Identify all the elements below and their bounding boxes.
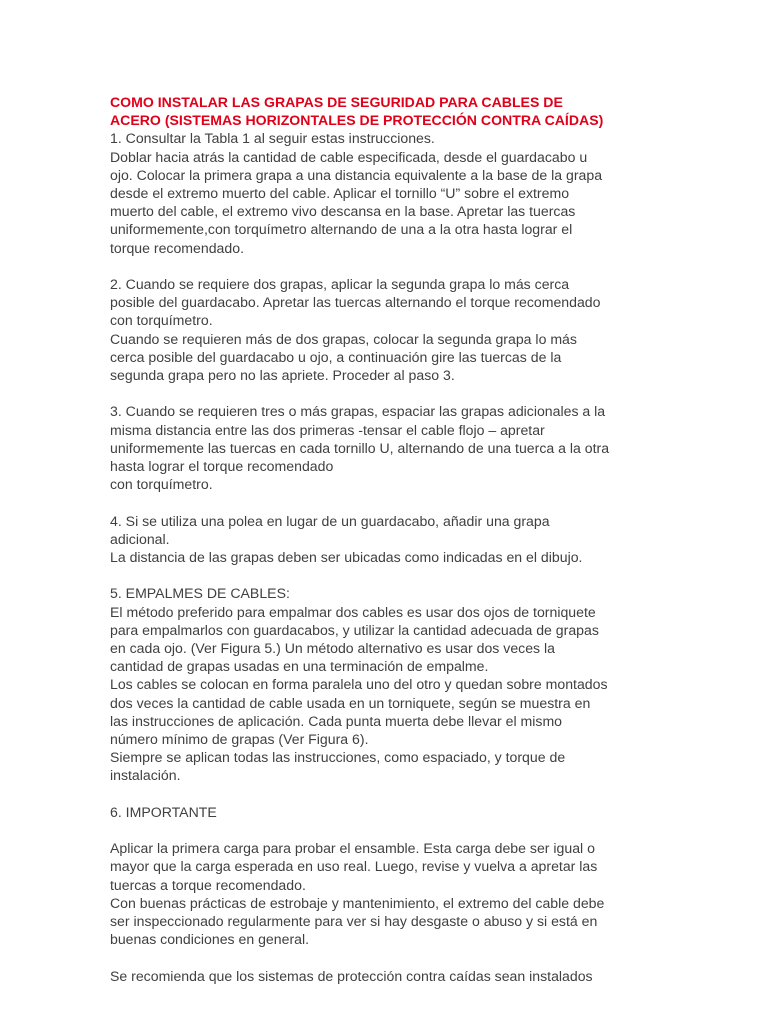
text-line: Doblar hacia atrás la cantidad de cable especificada, desde el guardacabo u bbox=[110, 148, 588, 165]
paragraph-spacer bbox=[110, 257, 670, 275]
paragraph bbox=[110, 967, 670, 985]
text-line: para empalmarlos con guardacabos, y utilizar la cantidad adecuada de grapas bbox=[110, 621, 599, 638]
text-line: 6. IMPORTANTE bbox=[110, 803, 217, 820]
paragraph-spacer bbox=[110, 566, 670, 584]
text-line: las instrucciones de aplicación. Cada punta muerta debe llevar el mismo bbox=[110, 712, 563, 729]
text-line: con torquímetro. bbox=[110, 476, 213, 493]
document-page bbox=[110, 93, 670, 985]
text-line: Cuando se requieren más de dos grapas, colocar la segunda grapa lo más bbox=[110, 330, 577, 347]
text-line: torque recomendado. bbox=[110, 239, 244, 256]
text-line: mayor que la carga esperada en uso real. Luego, revise y vuelva a apretar las bbox=[110, 858, 598, 875]
paragraph bbox=[110, 584, 670, 784]
paragraph-spacer bbox=[110, 493, 670, 511]
paragraph-spacer bbox=[110, 821, 670, 839]
document-body bbox=[110, 129, 670, 984]
text-line: con torquímetro. bbox=[110, 312, 213, 329]
paragraph-spacer bbox=[110, 785, 670, 803]
paragraph bbox=[110, 275, 670, 384]
text-line: hasta lograr el torque recomendado bbox=[110, 458, 334, 475]
paragraph-spacer bbox=[110, 948, 670, 966]
title-line: ACERO (SISTEMAS HORIZONTALES DE PROTECCIÓN CONTRA CAÍDAS) bbox=[110, 112, 604, 129]
text-line: misma distancia entre las dos primeras -tensar el cable flojo – apretar bbox=[110, 421, 545, 438]
text-line: 5. EMPALMES DE CABLES: bbox=[110, 585, 290, 602]
text-line: ojo. Colocar la primera grapa a una distancia equivalente a la base de la grapa bbox=[110, 166, 603, 183]
text-line: cerca posible del guardacabo u ojo, a continuación gire las tuercas de la bbox=[110, 348, 562, 365]
text-line: Aplicar la primera carga para probar el ensamble. Esta carga debe ser igual o bbox=[110, 840, 595, 857]
text-line: dos veces la cantidad de cable usada en un torniquete, según se muestra en bbox=[110, 694, 591, 711]
text-line: tuercas a torque recomendado. bbox=[110, 876, 306, 893]
text-line: ser inspeccionado regularmente para ver si hay desgaste o abuso y si está en bbox=[110, 913, 598, 930]
text-line: La distancia de las grapas deben ser ubicadas como indicadas en el dibujo. bbox=[110, 549, 583, 566]
text-line: número mínimo de grapas (Ver Figura 6). bbox=[110, 731, 369, 748]
text-line: posible del guardacabo. Apretar las tuercas alternando el torque recomendado bbox=[110, 294, 601, 311]
text-line: uniformemente las tuercas en cada tornillo U, alternando de una tuerca a la otra bbox=[110, 439, 610, 456]
text-line: uniformemente,con torquímetro alternando de una a la otra hasta lograr el bbox=[110, 221, 573, 238]
document-title bbox=[110, 93, 670, 129]
text-line: cantidad de grapas usadas en una terminación de empalme. bbox=[110, 658, 489, 675]
paragraph-spacer bbox=[110, 384, 670, 402]
text-line: 1. Consultar la Tabla 1 al seguir estas instrucciones. bbox=[110, 130, 435, 147]
paragraph bbox=[110, 839, 670, 948]
title-line: COMO INSTALAR LAS GRAPAS DE SEGURIDAD PARA CABLES DE bbox=[110, 94, 563, 110]
text-line: El método preferido para empalmar dos cables es usar dos ojos de torniquete bbox=[110, 603, 596, 620]
text-line: buenas condiciones en general. bbox=[110, 931, 310, 948]
paragraph bbox=[110, 402, 670, 493]
text-line: Siempre se aplican todas las instrucciones, como espaciado, y torque de bbox=[110, 749, 566, 766]
paragraph bbox=[110, 512, 670, 567]
text-line: Los cables se colocan en forma paralela uno del otro y quedan sobre montados bbox=[110, 676, 608, 693]
text-line: 4. Si se utiliza una polea en lugar de un guardacabo, añadir una grapa bbox=[110, 512, 550, 529]
text-line: instalación. bbox=[110, 767, 181, 784]
paragraph bbox=[110, 803, 670, 821]
text-line: segunda grapa pero no las apriete. Proceder al paso 3. bbox=[110, 367, 455, 384]
text-line: desde el extremo muerto del cable. Aplicar el tornillo “U” sobre el extremo bbox=[110, 185, 570, 202]
text-line: Con buenas prácticas de estrobaje y mantenimiento, el extremo del cable debe bbox=[110, 894, 605, 911]
paragraph bbox=[110, 129, 670, 256]
text-line: adicional. bbox=[110, 530, 170, 547]
text-line: 2. Cuando se requiere dos grapas, aplicar la segunda grapa lo más cerca bbox=[110, 276, 570, 293]
text-line: muerto del cable, el extremo vivo descansa en la base. Apretar las tuercas bbox=[110, 203, 576, 220]
text-line: Se recomienda que los sistemas de protección contra caídas sean instalados bbox=[110, 967, 593, 984]
text-line: en cada ojo. (Ver Figura 5.) Un método alternativo es usar dos veces la bbox=[110, 640, 555, 657]
text-line: 3. Cuando se requieren tres o más grapas, espaciar las grapas adicionales a la bbox=[110, 403, 606, 420]
